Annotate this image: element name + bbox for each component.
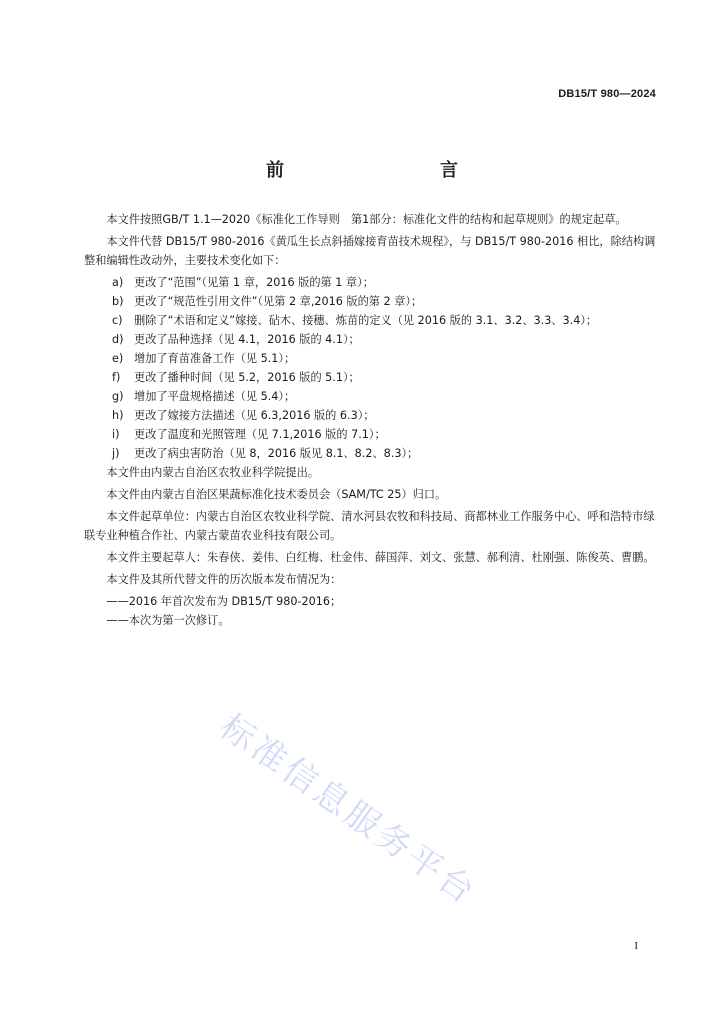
list-item: [84, 330, 658, 349]
paragraph-proposer: 本文件由内蒙古自治区农牧业科学院提出。: [106, 466, 319, 479]
paragraph-replacement: 本文件代替 DB15/T 980-2016《黄瓜生长点斜插嫁接育苗技术规程》，与 DB15/T 980-2016 相比，除结构调整和编辑性改动外，主要技术变化如下：: [84, 235, 656, 267]
paragraph-drafting-basis: 本文件按照GB/T 1.1—2020《标准化工作导则 第1部分：标准化文件的结构和起草规则》的规定起草。: [106, 213, 627, 226]
list-item: [84, 406, 658, 425]
list-marker: e): [112, 352, 124, 365]
list-text: 更改了“规范性引用文件”（见第 2 章,2016 版的第 2 章）；: [134, 295, 423, 308]
watermark: 标准信息服务平台: [212, 706, 485, 914]
list-item: [84, 387, 658, 406]
list-text: 更改了病虫害防治（见 8，2016 版见 8.1、8.2、8.3）；: [134, 447, 419, 460]
list-item: [84, 425, 658, 444]
list-item: [84, 444, 658, 463]
list-marker: h): [112, 409, 124, 422]
list-marker: a): [112, 276, 124, 289]
list-text: 更改了播种时间（见 5.2，2016 版的 5.1）；: [134, 371, 360, 384]
list-item: [84, 349, 658, 368]
list-item: [84, 311, 658, 330]
list-marker: c): [112, 314, 123, 327]
list-marker: i): [112, 428, 120, 441]
page-number: I: [634, 940, 638, 952]
changes-list: [84, 273, 658, 463]
list-text: 删除了“术语和定义”嫁接、砧木、接穗、炼苗的定义（见 2016 版的 3.1、3.2、3.3、3.4）；: [134, 314, 598, 327]
list-text: 更改了温度和光照管理（见 7.1,2016 版的 7.1）；: [134, 428, 386, 441]
list-item: [84, 368, 658, 387]
list-item: [84, 292, 658, 311]
list-text: 更改了嫁接方法描述（见 6.3,2016 版的 6.3）；: [134, 409, 375, 422]
list-item: [84, 273, 658, 292]
paragraph-drafting-units: 本文件起草单位：内蒙古自治区农牧业科学院、清水河县农牧和科技局、商都林业工作服务中心、呼和浩特市绿联专业种植合作社、内蒙古蒙苗农业科技有限公司。: [84, 510, 655, 542]
history-entry: ——2016 年首次发布为 DB15/T 980-2016；: [106, 595, 342, 608]
document-body: [84, 210, 658, 630]
list-text: 增加了育苗准备工作（见 5.1）；: [134, 352, 296, 365]
paragraph-committee: 本文件由内蒙古自治区果蔬标准化技术委员会（SAM/TC 25）归口。: [106, 488, 447, 501]
page-title: 前 言: [266, 160, 498, 181]
history-entry: ——本次为第一次修订。: [106, 614, 230, 627]
list-text: 增加了平盘规格描述（见 5.4）；: [134, 390, 296, 403]
document-code: DB15/T 980—2024: [558, 88, 656, 100]
list-marker: d): [112, 333, 124, 346]
list-marker: j): [112, 447, 120, 460]
list-marker: f): [112, 371, 121, 384]
list-marker: g): [112, 390, 124, 403]
paragraph-drafters: 本文件主要起草人：朱春侠、姜伟、白红梅、杜金伟、薛国萍、刘文、张慧、郝利清、杜刚强、陈俊英、曹鹏。: [106, 551, 655, 564]
paragraph-history-intro: 本文件及其所代替文件的历次版本发布情况为：: [106, 573, 342, 586]
list-marker: b): [112, 295, 124, 308]
list-text: 更改了“范围”（见第 1 章，2016 版的第 1 章）；: [134, 276, 374, 289]
list-text: 更改了品种选择（见 4.1，2016 版的 4.1）；: [134, 333, 360, 346]
